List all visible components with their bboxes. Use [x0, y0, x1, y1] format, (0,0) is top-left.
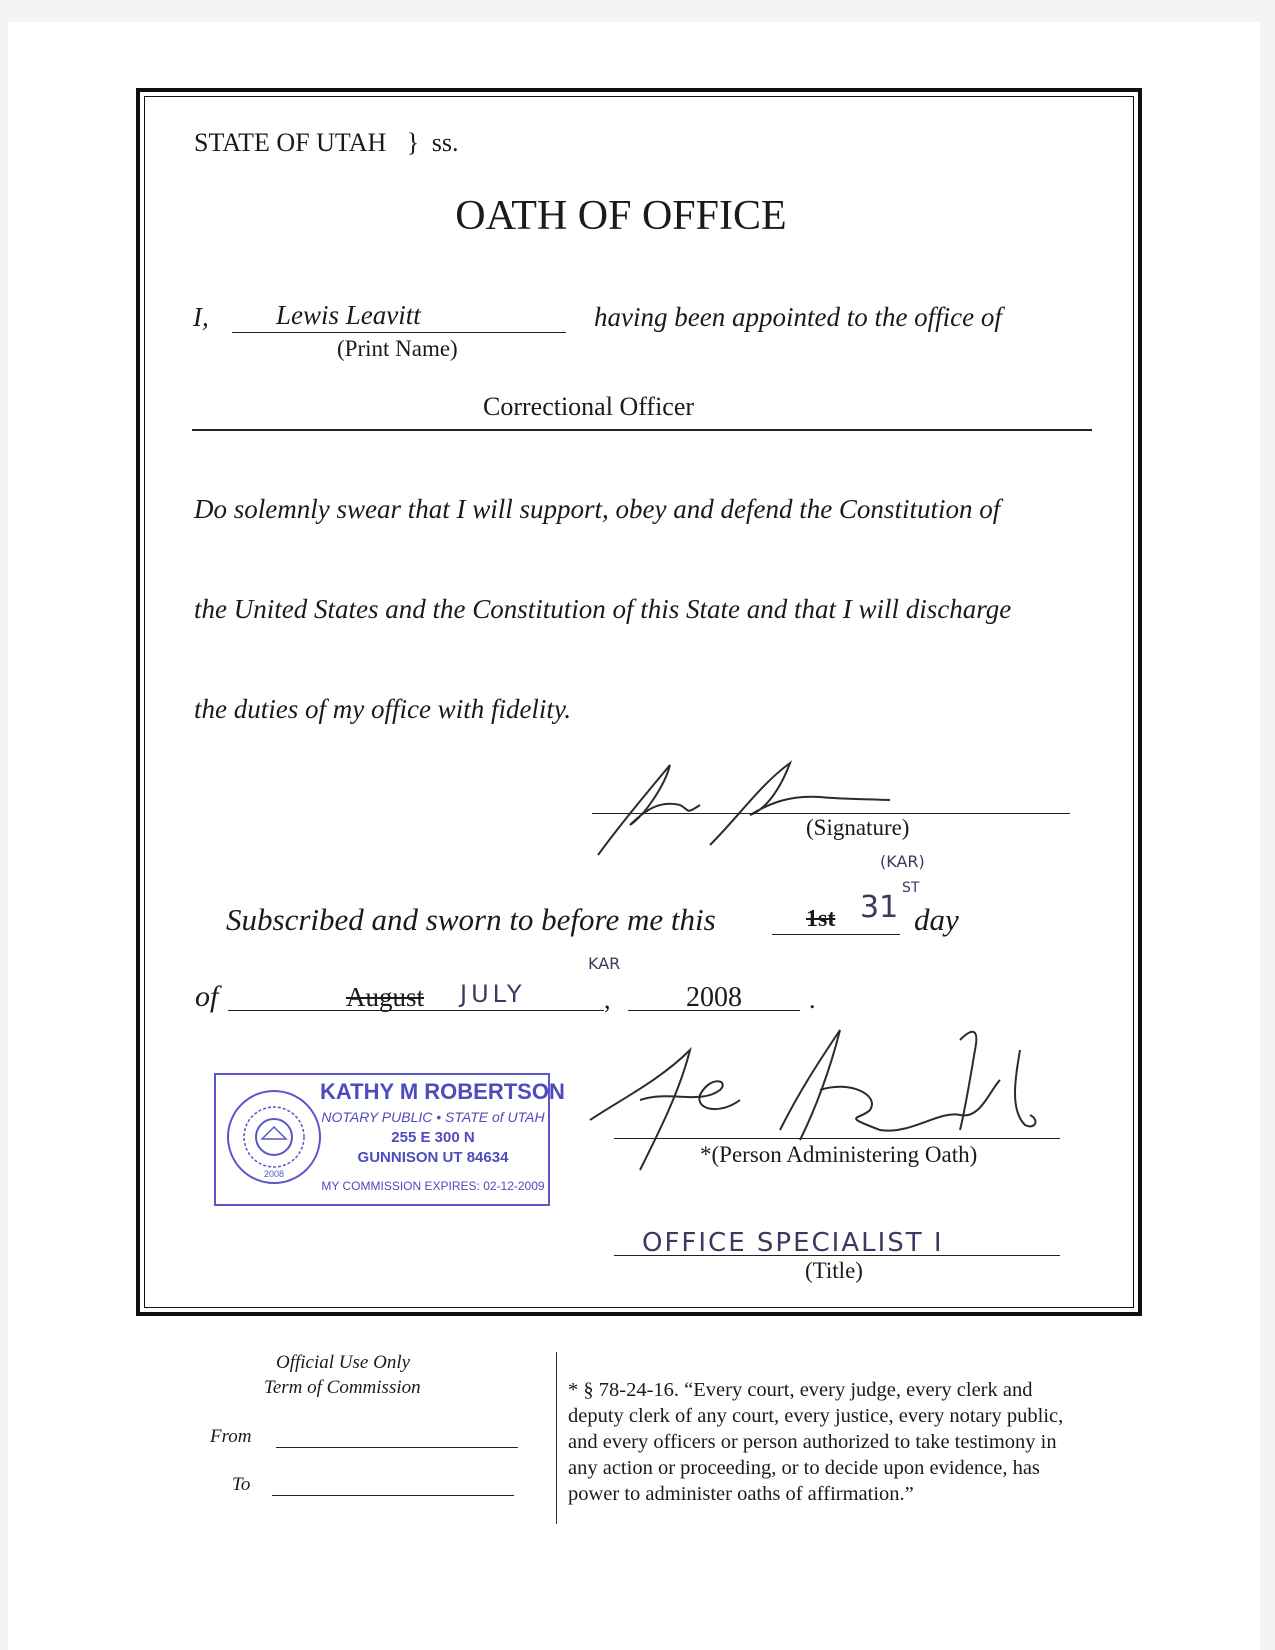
office-name: Correctional Officer	[483, 392, 695, 421]
month-handwritten: JULY	[460, 980, 526, 1008]
day-struck: 1st	[806, 906, 836, 932]
month-initials: KAR	[588, 954, 621, 973]
notary-title: NOTARY PUBLIC • STATE of UTAH	[321, 1109, 545, 1125]
day-line	[772, 934, 900, 935]
title-handwritten: OFFICE SPECIALIST I	[642, 1228, 944, 1258]
printed-name: Lewis Leavitt	[276, 300, 421, 330]
notary-city: GUNNISON UT 84634	[357, 1149, 509, 1166]
title-line	[614, 1255, 1060, 1256]
year-period: .	[809, 985, 816, 1014]
signature-caption: (Signature)	[806, 815, 910, 840]
office-line	[192, 429, 1092, 431]
pronoun-i: I,	[193, 302, 209, 332]
print-name-caption: (Print Name)	[337, 336, 458, 361]
footnote-line-3: and every officers or person authorized to take testimony in	[568, 1431, 1057, 1453]
month-struck: August	[346, 982, 425, 1012]
administrator-signature	[580, 1020, 1060, 1200]
state-ss: ss.	[431, 128, 459, 157]
administrator-line	[614, 1138, 1060, 1139]
day-superscript: ST	[902, 880, 920, 896]
footnote-line-1: * § 78-24-16. “Every court, every judge, every clerk and	[568, 1379, 1033, 1401]
initials-annotation: (KAR)	[880, 852, 925, 871]
notary-stamp	[214, 1073, 565, 1206]
subscribed-text: Subscribed and sworn to before me this	[226, 902, 716, 937]
from-label: From	[210, 1426, 252, 1447]
footnote	[568, 1377, 1063, 1507]
signature-line	[592, 813, 1070, 814]
of-word: of	[195, 980, 219, 1013]
oath-line-2: the United States and the Constitution of this State and that I will discharge	[194, 594, 1012, 624]
year: 2008	[686, 982, 742, 1013]
day-handwritten: 31	[860, 890, 899, 925]
utah-seal-icon	[224, 1087, 324, 1187]
appointment-text: having been appointed to the office of	[594, 302, 1002, 332]
to-line	[272, 1495, 514, 1496]
title-caption: (Title)	[805, 1258, 863, 1283]
month-line	[228, 1010, 604, 1011]
term-heading: Term of Commission	[264, 1377, 421, 1398]
day-word: day	[914, 902, 959, 937]
footnote-line-4: any action or proceeding, or to decide upon evidence, has	[568, 1457, 1040, 1479]
footnote-line-5: power to administer oaths of affirmation.”	[568, 1483, 914, 1505]
year-line	[628, 1010, 800, 1011]
to-label: To	[232, 1474, 251, 1495]
notary-address: 255 E 300 N	[391, 1129, 475, 1146]
notary-expires: MY COMMISSION EXPIRES: 02-12-2009	[321, 1179, 545, 1193]
official-use-heading: Official Use Only	[276, 1352, 411, 1373]
month-comma: ,	[604, 985, 611, 1014]
state-brace: }	[406, 128, 420, 157]
seal-year: 2008	[263, 1169, 285, 1179]
from-line	[276, 1447, 518, 1448]
notary-name: KATHY M ROBERTSON	[320, 1079, 565, 1104]
document-title: OATH OF OFFICE	[455, 193, 787, 239]
footer-divider	[556, 1352, 557, 1524]
administrator-caption: *(Person Administering Oath)	[700, 1142, 978, 1167]
oath-line-1: Do solemnly swear that I will support, obey and defend the Constitution of	[194, 494, 1001, 524]
state-name: STATE OF UTAH	[194, 128, 387, 157]
oath-line-3: the duties of my office with fidelity.	[194, 694, 572, 724]
name-line	[232, 332, 566, 333]
signature-image	[590, 755, 920, 865]
state-heading	[194, 128, 459, 158]
footnote-line-2: deputy clerk of any court, every justice, every notary public,	[568, 1405, 1064, 1427]
